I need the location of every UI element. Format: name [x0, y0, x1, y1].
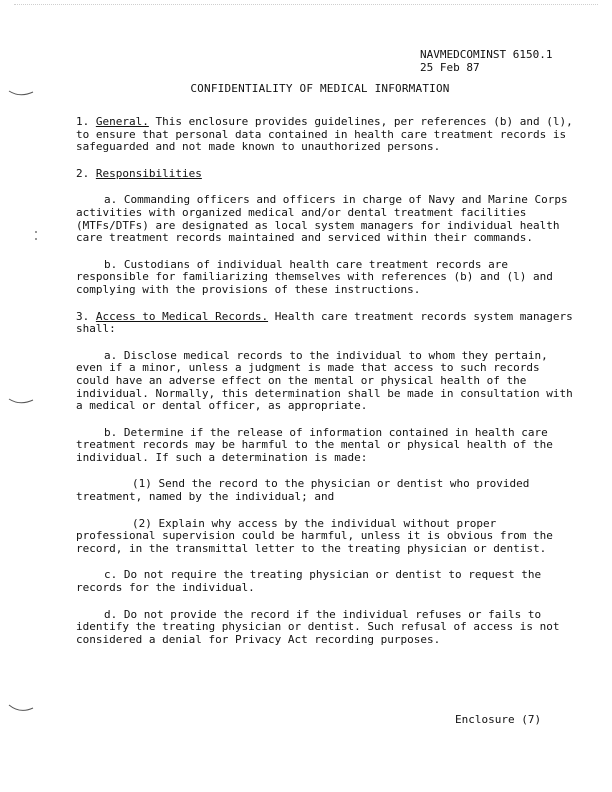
enclosure-label: Enclosure (7)	[455, 713, 542, 726]
section-number: 1.	[76, 115, 90, 128]
section-number: 2.	[76, 166, 90, 180]
paragraph-3b: b. Determine if the release of information contained in health care treatment records may be harmful to the mental or physical health of the individual. If such a determination is made:	[76, 425, 553, 464]
margin-speck	[35, 231, 37, 233]
instruction-number: NAVMEDCOMINST 6150.1	[420, 48, 553, 61]
paragraph-3d: d. Do not provide the record if the individual refuses or fails to identify the treating physician or dentist. Such refusal of access is not considered a denial for Privacy Act recording purposes.	[76, 607, 560, 646]
section-responsibilities-heading	[76, 168, 576, 181]
paragraph-3b1: (1) Send the record to the physician or dentist who provided treatment, named by the individual; and	[76, 477, 530, 504]
document-body	[76, 116, 576, 660]
document-header	[420, 48, 605, 74]
section-heading: Access to Medical Records.	[95, 309, 269, 323]
paragraph-3b2: (2) Explain why access by the individual without proper professional supervision could be harmful, unless it is obvious from the record, in the transmittal letter to the treating physician or dentist.	[76, 516, 553, 555]
section-heading: General.	[95, 115, 149, 128]
document-title: CONFIDENTIALITY OF MEDICAL INFORMATION	[190, 82, 450, 95]
section-intro: Health care treatment records system managers shall:	[76, 309, 573, 336]
page-top-edge	[14, 4, 598, 5]
paragraph-3a: a. Disclose medical records to the individual to whom they pertain, even if a minor, unless a judgment is made that access to such records could have an adverse effect on the mental or physical health of the individual. Normally, this determination shall be made in consultation with a medical or dental officer, as appropriate.	[76, 348, 573, 413]
section-access-medical-records	[76, 311, 576, 336]
section-text: This enclosure provides guidelines, per references (b) and (l), to ensure that personal data contained in health care treatment records is safeguarded and not made known to unauthorized persons.	[76, 115, 573, 154]
section-number: 3.	[76, 309, 90, 323]
paragraph-2b: b. Custodians of individual health care treatment records are responsible for familiarizing themselves with references (b) and (l) and complying with the provisions of these instructions.	[76, 257, 553, 296]
section-general	[76, 116, 576, 154]
binder-punch-mark	[8, 396, 34, 406]
binder-punch-mark	[8, 703, 34, 713]
section-heading: Responsibilities	[95, 166, 202, 180]
margin-speck	[35, 238, 37, 240]
paragraph-3c: c. Do not require the treating physician or dentist to request the records for the individual.	[76, 568, 542, 595]
document-date: 25 Feb 87	[420, 61, 480, 74]
paragraph-2a: a. Commanding officers and officers in charge of Navy and Marine Corps activities with organized medical and/or dental treatment facilities (MTFs/DTFs) are designated as local system managers for individual health care treatment records maintained and serviced within their commands.	[76, 193, 568, 245]
